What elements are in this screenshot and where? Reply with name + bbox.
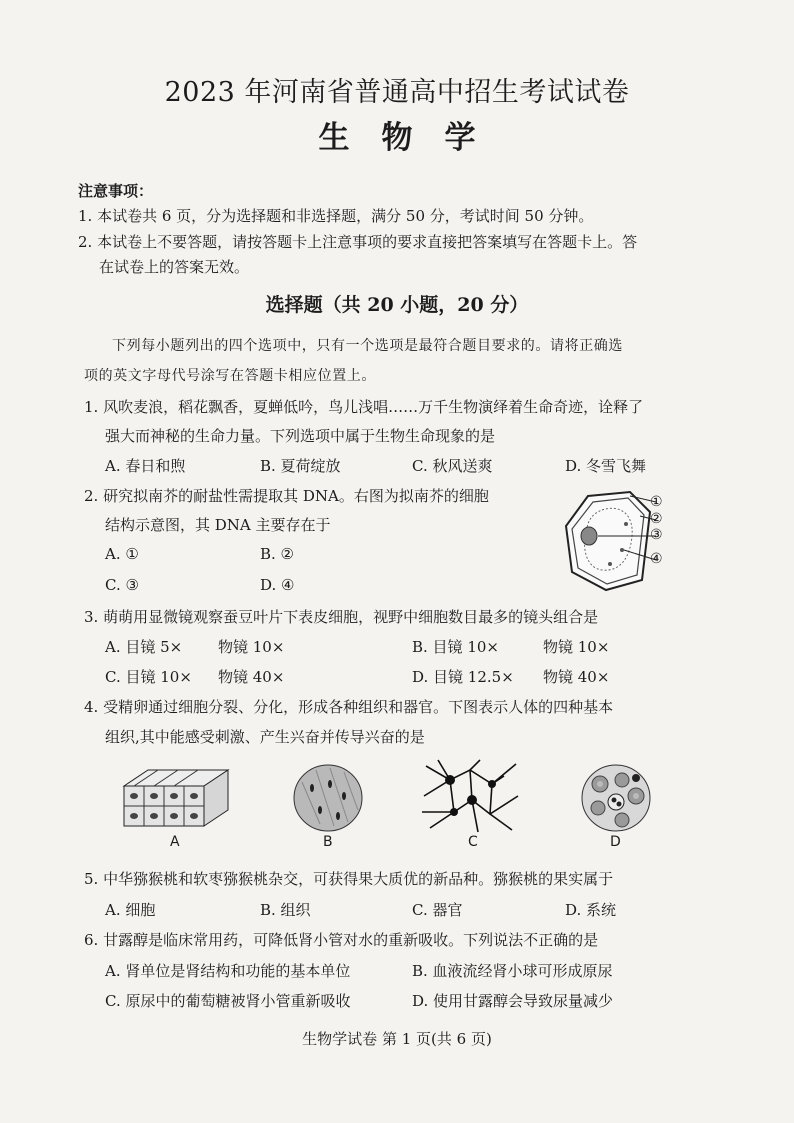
question-2-option-b: B. ② (260, 545, 295, 563)
question-3-option-a: A. 目镜 5× (105, 638, 183, 656)
note-item: 2. 本试卷上不要答题，请按答题卡上注意事项的要求直接把答案填写在答题卡上。答 (78, 233, 638, 251)
question-2-option-d: D. ④ (260, 576, 295, 594)
tissue-caption-b: B (323, 834, 333, 850)
epithelial-tissue-illustration (120, 768, 232, 830)
question-5-option-a: A. 细胞 (105, 901, 156, 919)
question-1-option-a: A. 春日和煦 (105, 457, 186, 475)
question-2-option-c: C. ③ (105, 576, 139, 594)
question-3-option-c-objective: 物镜 40× (218, 668, 285, 686)
muscle-tissue-illustration (290, 762, 366, 834)
section-instruction: 下列每小题列出的四个选项中，只有一个选项是最符合题目要求的。请将正确选 (112, 338, 623, 354)
section-instruction: 项的英文字母代号涂写在答题卡相应位置上。 (84, 368, 376, 384)
question-5-stem: 5. 中华猕猴桃和软枣猕猴桃杂交，可获得果大质优的新品种。猕猴桃的果实属于 (84, 870, 614, 888)
question-3-stem: 3. 萌萌用显微镜观察蚕豆叶片下表皮细胞，视野中细胞数目最多的镜头组合是 (84, 608, 599, 626)
question-2-stem: 2. 研究拟南芥的耐盐性需提取其 DNA。右图为拟南芥的细胞 (84, 487, 489, 505)
page-footer: 生物学试卷 第 1 页(共 6 页) (302, 1030, 492, 1048)
tissue-caption-c: C (468, 834, 478, 850)
question-1-option-d: D. 冬雪飞舞 (565, 457, 647, 475)
note-item: 在试卷上的答案无效。 (99, 258, 250, 276)
question-1-stem: 1. 风吹麦浪，稻花飘香，夏蝉低吟，鸟儿浅唱……万千生物演绎着生命奇迹，诠释了 (84, 398, 644, 416)
question-2-stem: 结构示意图，其 DNA 主要存在于 (105, 516, 331, 534)
question-6-option-d: D. 使用甘露醇会导致尿量减少 (412, 992, 614, 1010)
figure-label-1: ① (650, 494, 663, 510)
question-1-option-c: C. 秋风送爽 (412, 457, 493, 475)
note-item: 1. 本试卷共 6 页，分为选择题和非选择题，满分 50 分，考试时间 50 分钟。 (78, 207, 594, 225)
section-title: 选择题（共 20 小题，20 分） (265, 294, 529, 316)
question-6-option-a: A. 肾单位是肾结构和功能的基本单位 (105, 962, 351, 980)
figure-label-3: ③ (650, 527, 663, 543)
question-1-option-b: B. 夏荷绽放 (260, 457, 341, 475)
question-1-stem: 强大而神秘的生命力量。下列选项中属于生物生命现象的是 (105, 427, 496, 445)
tissue-caption-d: D (610, 834, 621, 850)
question-4-stem: 组织,其中能感受刺激、产生兴奋并传导兴奋的是 (105, 728, 425, 746)
question-5-option-d: D. 系统 (565, 901, 617, 919)
question-2-option-a: A. ① (105, 545, 139, 563)
question-3-option-b: B. 目镜 10× (412, 638, 499, 656)
question-4-stem: 4. 受精卵通过细胞分裂、分化，形成各种组织和器官。下图表示人体的四种基本 (84, 698, 614, 716)
question-3-option-a-objective: 物镜 10× (218, 638, 285, 656)
question-5-option-c: C. 器官 (412, 901, 463, 919)
question-3-option-c: C. 目镜 10× (105, 668, 192, 686)
notes-heading: 注意事项： (78, 182, 154, 200)
question-6-option-c: C. 原尿中的葡萄糖被肾小管重新吸收 (105, 992, 351, 1010)
question-3-option-b-objective: 物镜 10× (543, 638, 610, 656)
tissue-caption-a: A (170, 834, 180, 850)
subject-title: 生物学 (318, 120, 508, 156)
exam-title: 2023 年河南省普通高中招生考试试卷 (164, 77, 630, 108)
blood-tissue-illustration (578, 762, 654, 834)
question-3-option-d: D. 目镜 12.5× (412, 668, 514, 686)
question-5-option-b: B. 组织 (260, 901, 311, 919)
question-3-option-d-objective: 物镜 40× (543, 668, 610, 686)
question-6-option-b: B. 血液流经肾小球可形成原尿 (412, 962, 613, 980)
figure-label-4: ④ (650, 551, 663, 567)
question-6-stem: 6. 甘露醇是临床常用药，可降低肾小管对水的重新吸收。下列说法不正确的是 (84, 931, 599, 949)
figure-label-2: ② (650, 511, 663, 527)
nervous-tissue-illustration (420, 756, 522, 834)
